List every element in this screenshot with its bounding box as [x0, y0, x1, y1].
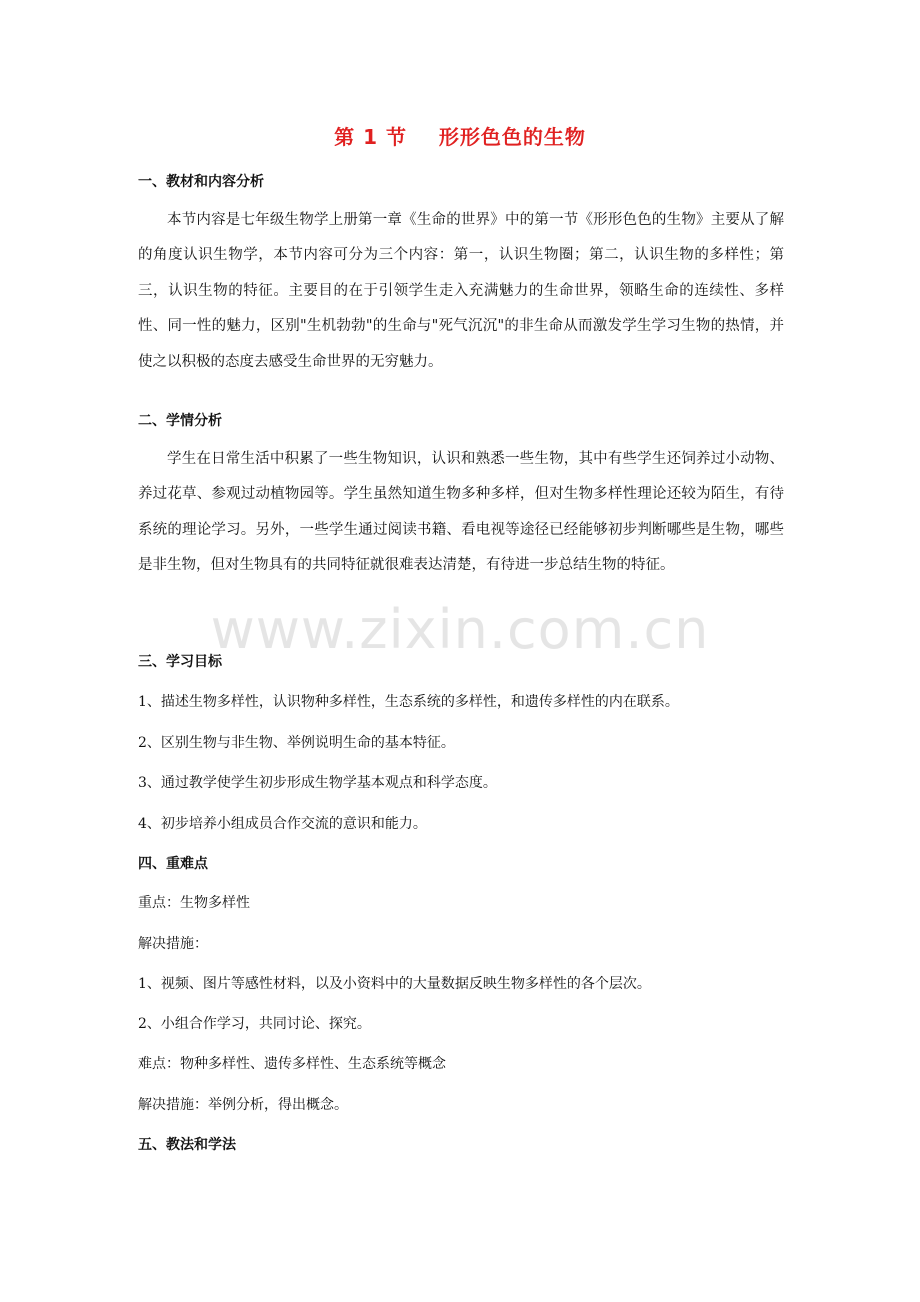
key-point-line: 解决措施：举例分析，得出概念。 [138, 1097, 348, 1113]
goal-item: 2、区别生物与非生物、举例说明生命的基本特征。 [138, 735, 455, 751]
goal-item: 4、初步培养小组成员合作交流的意识和能力。 [138, 816, 427, 832]
section-heading-goals: 三、学习目标 [138, 654, 222, 670]
document-title: 第 1 节 形形色色的生物 [334, 125, 586, 149]
section-heading-methods: 五、教法和学法 [138, 1137, 236, 1153]
paragraph-analysis: 本节内容是七年级生物学上册第一章《生命的世界》中的第一节《形形色色的生物》主要从了解的角度认识生物学，本节内容可分为三个内容：第一，认识生物圈；第二，认识生物的多样性；第三，认识生物的特征。主要目的在于引领学生走入充满魅力的生命世界，领略生命的连续性、多样性、同一性的魅力，区别"生机勃勃"的生命与"死气沉沉"的非生命从而激发学生学习生物的热情，并使之以积极的态度去感受生命世界的无穷魅力。 [138, 212, 784, 370]
key-point-line: 1、视频、图片等感性材料，以及小资料中的大量数据反映生物多样性的各个层次。 [138, 976, 651, 992]
watermark: www.zixin.com.cn [210, 598, 710, 661]
goal-item: 1、描述生物多样性，认识物种多样性，生态系统的多样性，和遗传多样性的内在联系。 [138, 694, 679, 710]
section-heading-learner: 二、学情分析 [138, 413, 222, 429]
key-point-line: 2、小组合作学习，共同讨论、探究。 [138, 1016, 371, 1032]
key-point-line: 难点：物种多样性、遗传多样性、生态系统等概念 [138, 1056, 446, 1072]
key-point-line: 解决措施： [138, 936, 208, 952]
key-point-line: 重点：生物多样性 [138, 895, 250, 911]
section-heading-analysis: 一、教材和内容分析 [138, 174, 264, 190]
section-heading-key-points: 四、重难点 [138, 856, 208, 872]
goal-item: 3、通过教学使学生初步形成生物学基本观点和科学态度。 [138, 775, 497, 791]
paragraph-learner: 学生在日常生活中积累了一些生物知识，认识和熟悉一些生物，其中有些学生还饲养过小动物、养过花草、参观过动植物园等。学生虽然知道生物多种多样，但对生物多样性理论还较为陌生，有待系统的理论学习。另外，一些学生通过阅读书籍、看电视等途径已经能够初步判断哪些是生物，哪些是非生物，但对生物具有的共同特征就很难表达清楚，有待进一步总结生物的特征。 [138, 451, 784, 574]
